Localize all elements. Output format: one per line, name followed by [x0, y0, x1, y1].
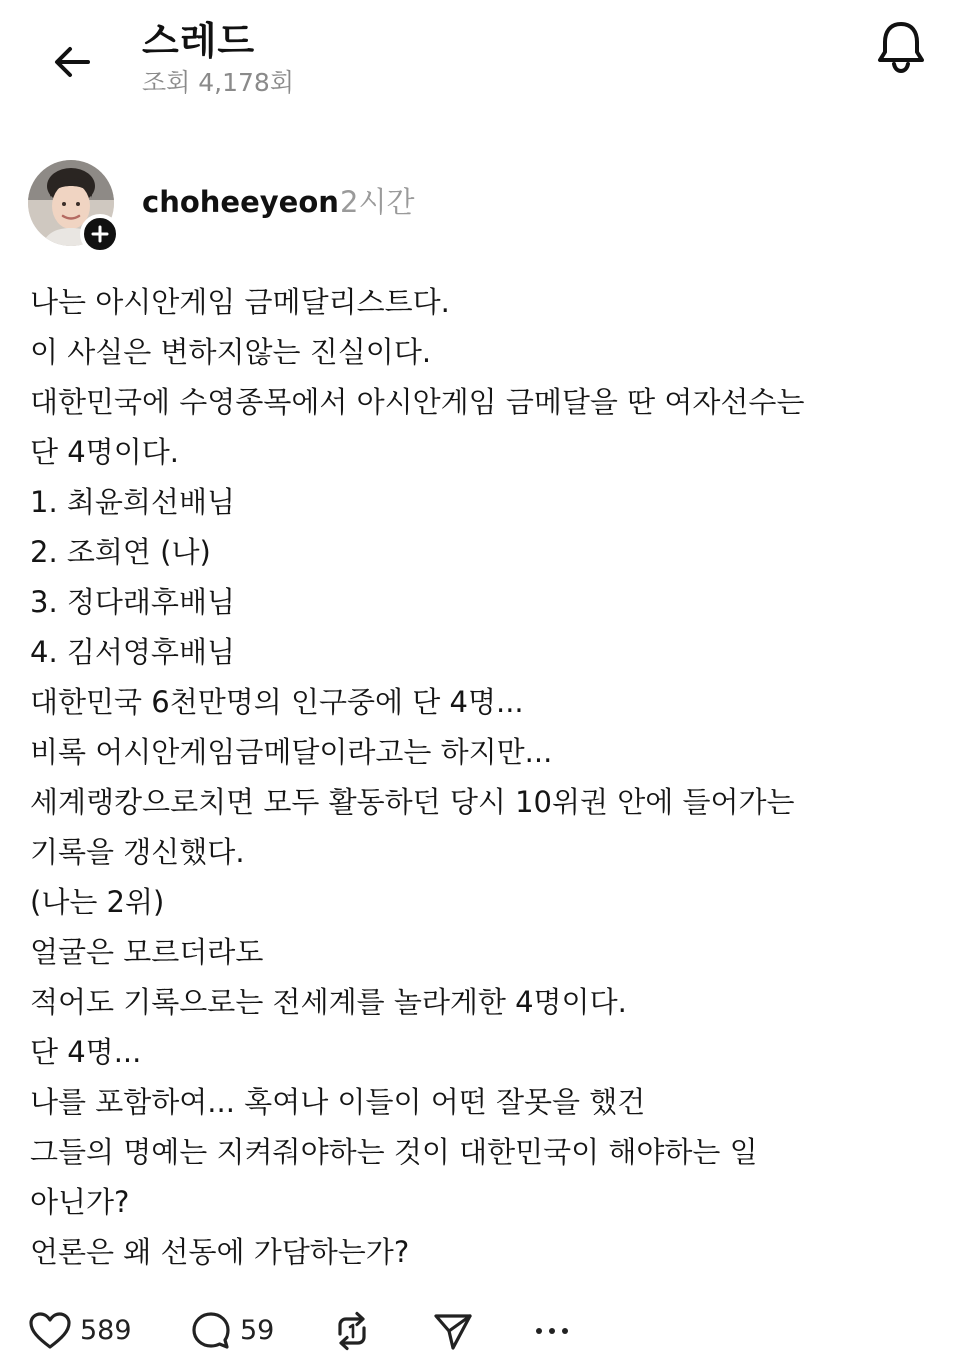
post-actions-bar: [28, 1306, 588, 1356]
notification-bell-icon: [875, 18, 927, 74]
page-title: 스레드: [142, 19, 256, 63]
more-dots-icon: [534, 1325, 570, 1337]
post-line: 비록 어시안게임금메달이라고는 하지만...: [30, 735, 553, 769]
send-icon: [432, 1310, 474, 1352]
post-line: 나를 포함하여... 혹여나 이들이 어떤 잘못을 했건: [30, 1085, 646, 1119]
author-username[interactable]: choheeyeon: [142, 185, 339, 219]
plus-icon: [91, 225, 109, 243]
post-line: 2. 조희연 (나): [30, 535, 211, 569]
back-button[interactable]: [44, 34, 100, 90]
post-line: 대한민국에 수영종목에서 아시안게임 금메달을 딴 여자선수는: [30, 385, 805, 419]
post-author-row: [28, 160, 928, 250]
follow-button[interactable]: [80, 214, 120, 254]
comment-count: 59: [240, 1315, 275, 1346]
title-block: [142, 18, 294, 100]
notification-button[interactable]: [870, 14, 932, 78]
like-button[interactable]: [28, 1306, 132, 1356]
post-timestamp: 2시간: [340, 185, 415, 219]
post-line: 세계랭캉으로치면 모두 활동하던 당시 10위권 안에 들어가는: [30, 785, 795, 819]
comment-button[interactable]: [190, 1306, 274, 1356]
post-line: 3. 정다래후배님: [30, 585, 235, 619]
heart-icon: [28, 1311, 72, 1351]
top-bar: [0, 0, 966, 110]
post-line: 1. 최윤희선배님: [30, 485, 235, 519]
post-line: 단 4명...: [30, 1035, 142, 1069]
repost-button[interactable]: [330, 1306, 374, 1356]
like-count: 589: [80, 1315, 132, 1346]
share-button[interactable]: [432, 1306, 474, 1356]
more-options-button[interactable]: [534, 1306, 570, 1356]
post-line: 기록을 갱신했다.: [30, 835, 245, 869]
post-line: 얼굴은 모르더라도: [30, 935, 264, 969]
post-line: 4. 김서영후배님: [30, 635, 235, 669]
back-arrow-icon: [50, 40, 94, 84]
post-line: 아닌가?: [30, 1185, 130, 1219]
repost-icon: [330, 1310, 374, 1352]
post-line: 이 사실은 변하지않는 진실이다.: [30, 335, 432, 369]
comment-bubble-icon: [190, 1310, 232, 1352]
post-line: 나는 아시안게임 금메달리스트다.: [30, 285, 450, 319]
post-line: 단 4명이다.: [30, 435, 179, 469]
post-text: [30, 277, 940, 1277]
post-line: (나는 2위): [30, 885, 165, 919]
post-line: 언론은 왜 선동에 가담하는가?: [30, 1235, 410, 1269]
post-line: 적어도 기록으로는 전세계를 놀라게한 4명이다.: [30, 985, 627, 1019]
view-count: 조회 4,178회: [142, 68, 294, 97]
post-line: 대한민국 6천만명의 인구중에 단 4명...: [30, 685, 524, 719]
post-line: 그들의 명예는 지켜줘야하는 것이 대한민국이 해야하는 일: [30, 1135, 758, 1169]
